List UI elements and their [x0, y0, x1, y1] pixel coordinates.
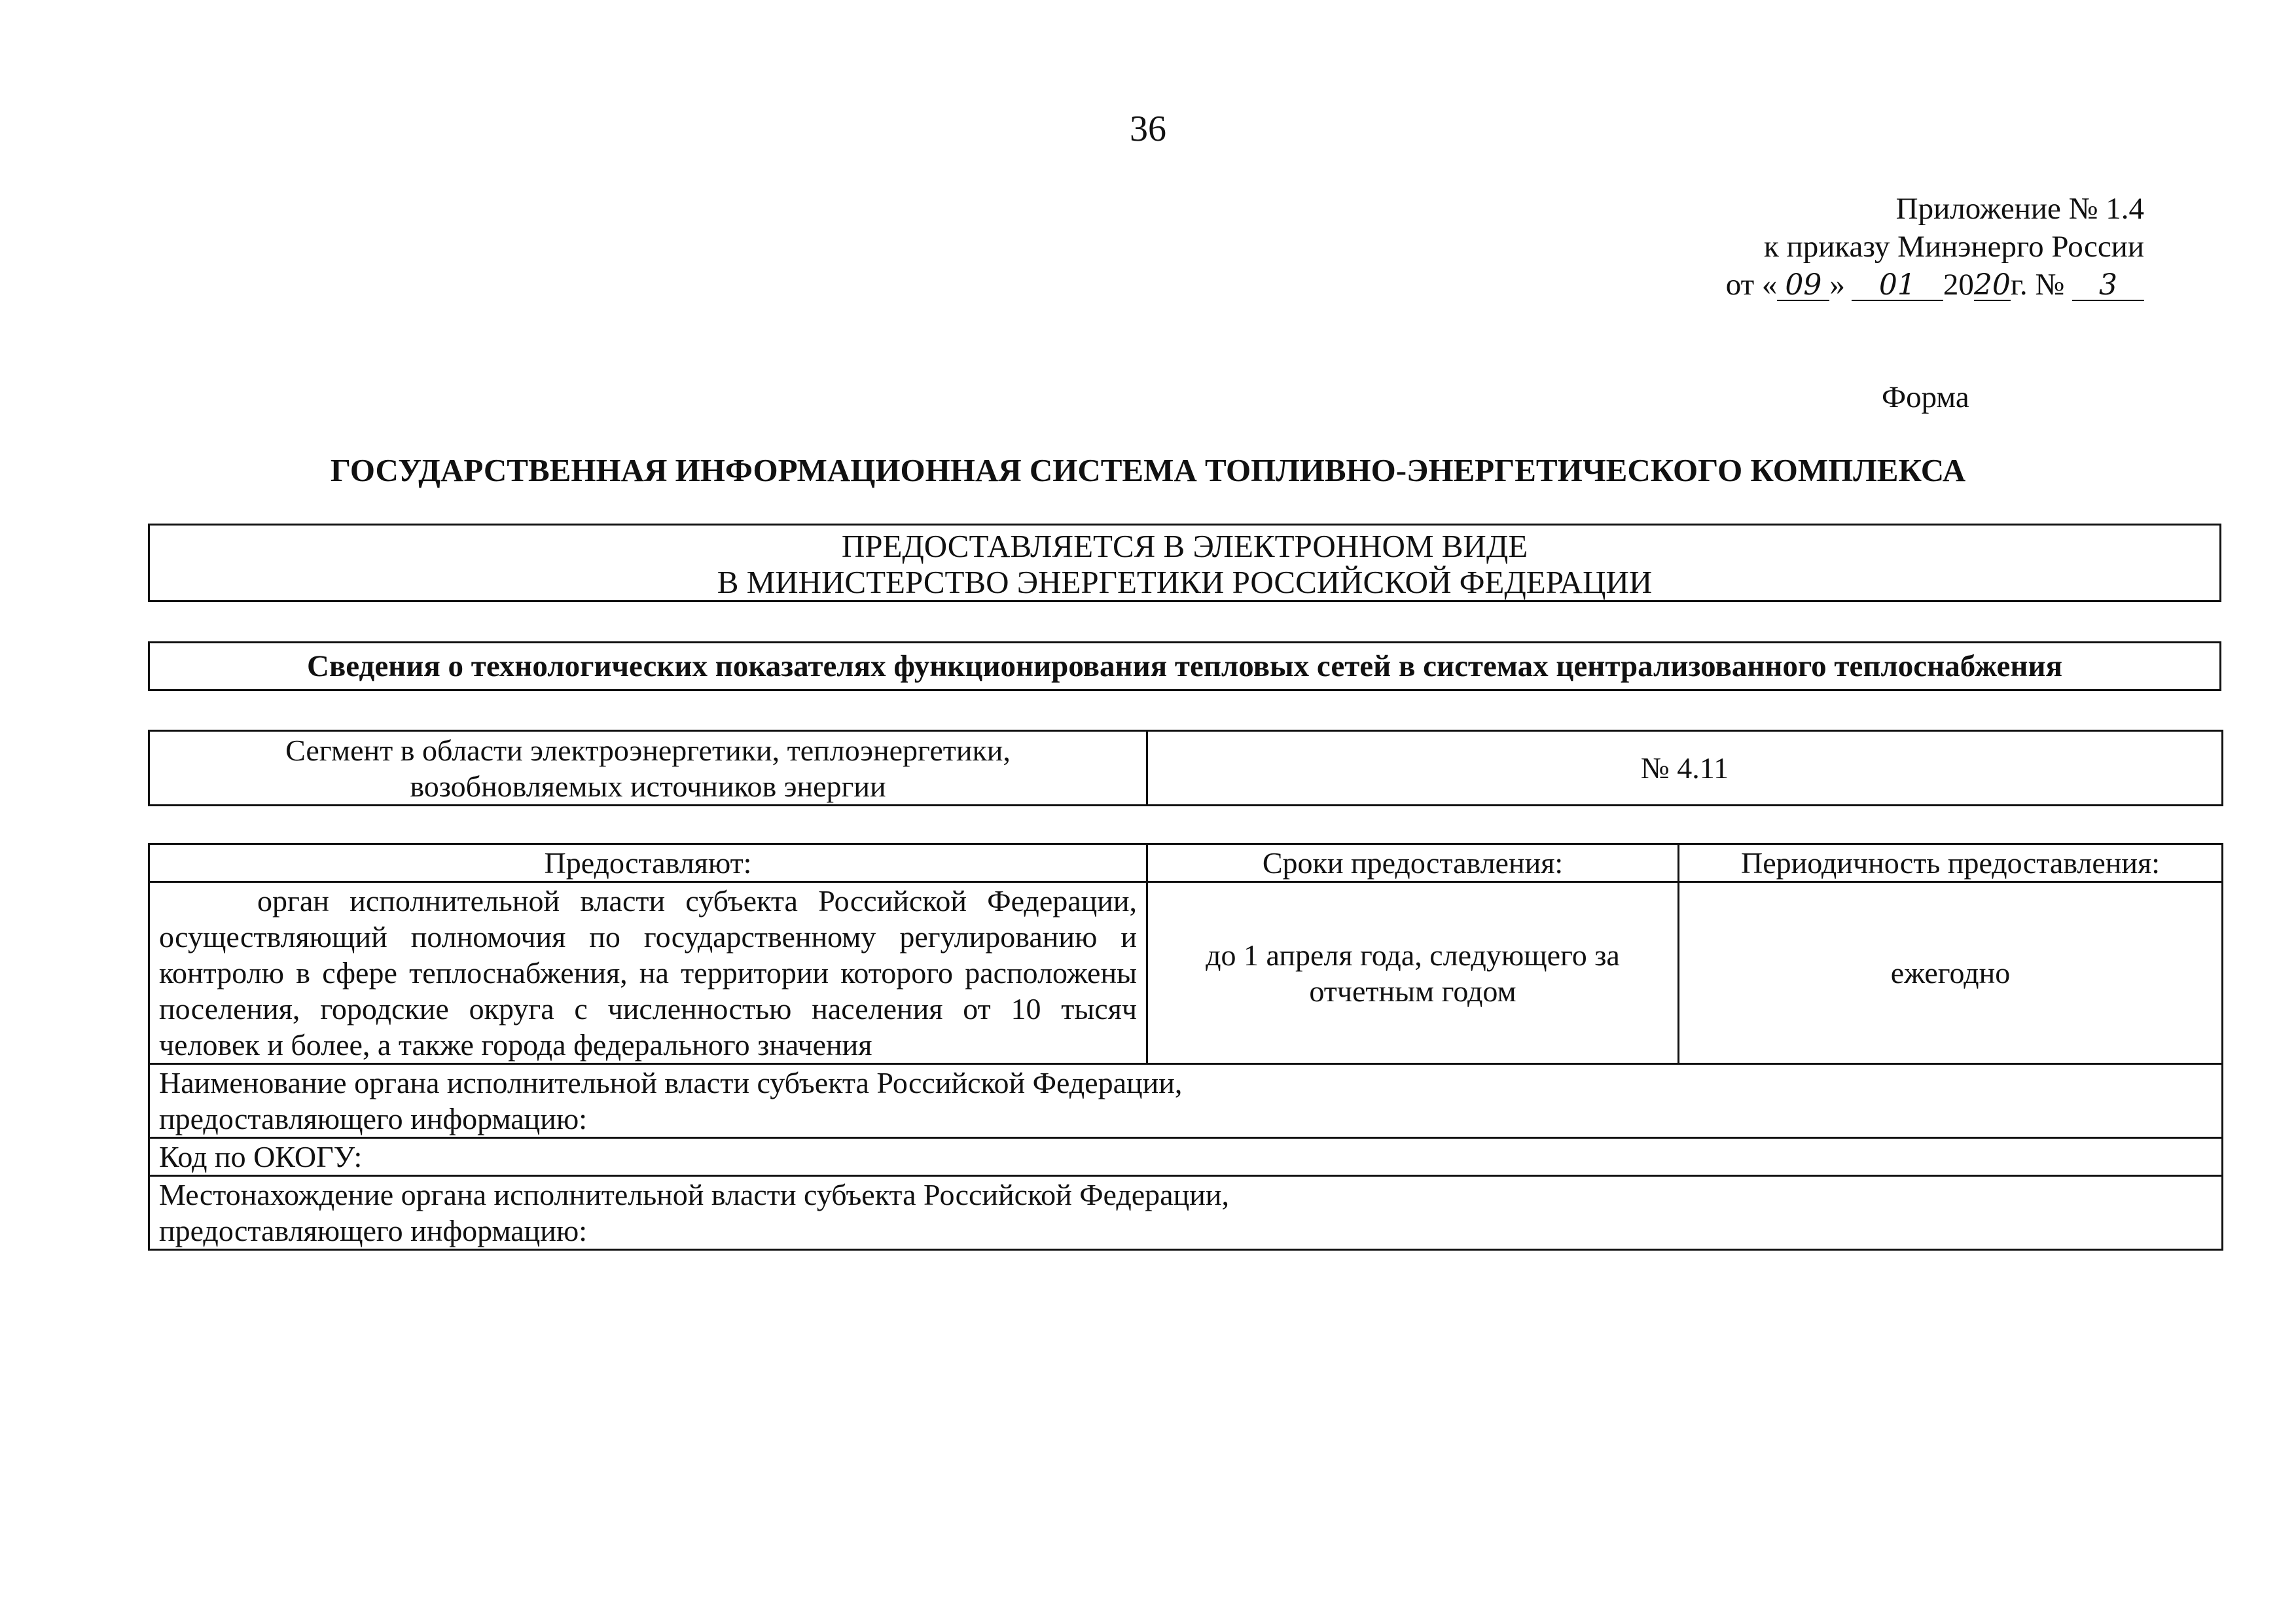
segment-label-line-2: возобновляемых источников энергии — [410, 769, 886, 803]
okogu-field[interactable]: Код по ОКОГУ: — [149, 1138, 2223, 1176]
header-providers: Предоставляют: — [149, 844, 1147, 882]
deadline-line-2: отчетным годом — [1309, 974, 1516, 1008]
location-label-2: предоставляющего информацию: — [159, 1214, 588, 1247]
date-mid: » — [1829, 268, 1845, 302]
segment-number: № 4.11 — [1147, 731, 2223, 806]
table-row — [149, 1138, 2223, 1176]
table-row — [149, 731, 2223, 806]
table-row — [149, 1176, 2223, 1250]
date-year-suffix: 20 — [1973, 268, 2011, 302]
deadline-line-1: до 1 апреля года, следующего за — [1206, 938, 1620, 972]
table-row — [149, 882, 2223, 1064]
appendix-header — [1726, 190, 2144, 304]
location-field[interactable] — [149, 1176, 2223, 1250]
org-name-label-1: Наименование органа исполнительной власти субъекта Российской Федерации, — [159, 1066, 1183, 1099]
org-name-field[interactable] — [149, 1064, 2223, 1138]
deadline-cell — [1147, 882, 1679, 1064]
page-number: 36 — [1130, 109, 1166, 149]
date-day: 09 — [1777, 271, 1829, 301]
appendix-title: Приложение № 1.4 — [1895, 192, 2144, 226]
segment-label-line-1: Сегмент в области электроэнергетики, теплоэнергетики, — [285, 733, 1011, 767]
segment-label — [149, 731, 1147, 806]
table-row — [149, 1064, 2223, 1138]
date-month: 01 — [1852, 271, 1943, 301]
submission-line-2: В МИНИСТЕРСТВО ЭНЕРГЕТИКИ РОССИЙСКОЙ ФЕДЕРАЦИИ — [717, 564, 1653, 600]
segment-table — [148, 730, 2223, 806]
submission-line-1: ПРЕДОСТАВЛЯЕТСЯ В ЭЛЕКТРОННОМ ВИДЕ — [841, 528, 1528, 564]
order-number: 3 — [2072, 271, 2144, 301]
appendix-order-ref: к приказу Минэнерго России — [1763, 230, 2144, 264]
info-table — [148, 843, 2223, 1251]
form-label: Форма — [1882, 380, 1969, 414]
date-year-prefix: 20 — [1943, 268, 1974, 302]
location-label-1: Местонахождение органа исполнительной власти субъекта Российской Федерации, — [159, 1178, 1229, 1211]
date-suffix: г. № — [2010, 268, 2065, 302]
provider-description: орган исполнительной власти субъекта Российской Федерации, осуществляющий полномочия по государственному регулированию и контролю в сфере теплоснабжения, на территории которого расположены поселения, городские округа с численностью населения от 10 тысяч человек и более, а также города федерального значения — [149, 882, 1147, 1064]
header-deadline: Сроки предоставления: — [1147, 844, 1679, 882]
frequency-cell: ежегодно — [1679, 882, 2223, 1064]
table-header-row — [149, 844, 2223, 882]
main-title: ГОСУДАРСТВЕННАЯ ИНФОРМАЦИОННАЯ СИСТЕМА ТОПЛИВНО-ЭНЕРГЕТИЧЕСКОГО КОМПЛЕКСА — [330, 452, 1966, 488]
appendix-date-line — [1726, 266, 2144, 304]
date-prefix: от « — [1725, 268, 1778, 302]
header-frequency: Периодичность предоставления: — [1679, 844, 2223, 882]
submission-box — [148, 524, 2221, 602]
org-name-label-2: предоставляющего информацию: — [159, 1102, 588, 1135]
form-title: Сведения о технологических показателях функционирования тепловых сетей в системах централизованного теплоснабжения — [148, 641, 2221, 691]
